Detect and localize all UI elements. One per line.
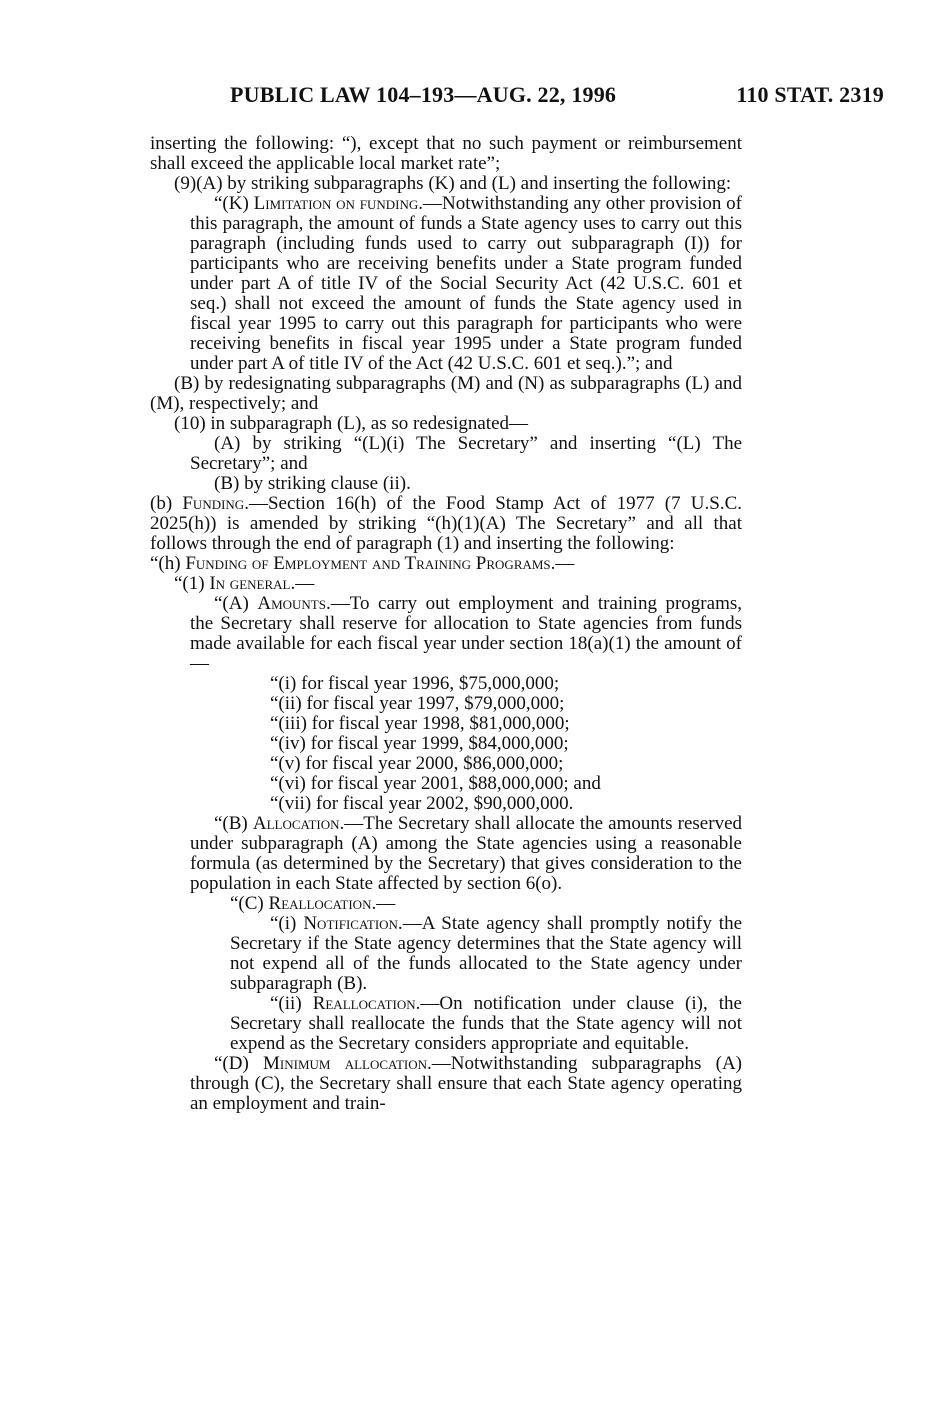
section-text: —The Secretary shall allocate the amounts reserved under subparagraph (A) among the State agencies using a reasonable formula (as determined by the Secretary) that gives consideration to the population in each State affected by section 6(o). bbox=[190, 813, 742, 894]
paragraph: (10) in subparagraph (L), as so redesignated— bbox=[174, 413, 529, 434]
subsection-h-heading bbox=[150, 554, 742, 574]
section-label: “(ii) bbox=[270, 993, 313, 1014]
list-item: “(vii) for fiscal year 2002, $90,000,000. bbox=[270, 793, 574, 814]
subparagraph-b bbox=[150, 814, 742, 894]
list-item: “(v) for fiscal year 2000, $86,000,000; bbox=[270, 753, 564, 774]
paragraph: inserting the following: “), except that no such payment or reimbursement shall exceed the applicable local market rate”; bbox=[150, 133, 742, 174]
page-header bbox=[200, 82, 884, 116]
section-text: —Notwithstanding any other provision of this paragraph, the amount of funds a State agency uses to carry out this paragraph (including funds used to carry out subparagraph (I)) for participants who are receiving benefits under a State program funded under part A of title IV of the Social Security Act (42 U.S.C. 601 et seq.) shall not exceed the amount of funds the State agency used in fiscal year 1995 to carry out this paragraph for participants who were receiving benefits in fiscal year 1995 under a State program funded under part A of title IV of the Act (42 U.S.C. 601 et seq.).”; and bbox=[190, 193, 742, 374]
section-label: “(B) bbox=[214, 813, 253, 834]
section-heading: Funding of Employment and Training Programs. bbox=[185, 553, 556, 574]
clause-i bbox=[150, 914, 742, 994]
paragraph: (A) by striking “(L)(i) The Secretary” and inserting “(L) The Secretary”; and bbox=[190, 433, 742, 474]
section-heading: Amounts. bbox=[257, 593, 331, 614]
section-heading: Notification. bbox=[303, 913, 403, 934]
subparagraph-d bbox=[150, 1054, 742, 1114]
subparagraph-a bbox=[150, 594, 742, 674]
section-label: “(D) bbox=[214, 1053, 264, 1074]
heading-dash: — bbox=[555, 553, 575, 574]
section-label: “(C) bbox=[230, 893, 269, 914]
heading-dash: — bbox=[295, 573, 315, 594]
section-heading: Funding. bbox=[182, 493, 249, 514]
subparagraph-c-heading bbox=[150, 894, 742, 914]
paragraph: (B) by striking clause (ii). bbox=[214, 473, 411, 494]
list-item: “(i) for fiscal year 1996, $75,000,000; bbox=[270, 673, 560, 694]
document-body bbox=[150, 134, 742, 1114]
section-heading: Reallocation. bbox=[312, 993, 421, 1014]
section-label: “(1) bbox=[174, 573, 210, 594]
section-label: “(A) bbox=[214, 593, 258, 614]
section-heading: In general. bbox=[209, 573, 296, 594]
section-label: (b) bbox=[150, 493, 183, 514]
section-heading: Allocation. bbox=[252, 813, 345, 834]
paragraph: (9)(A) by striking subparagraphs (K) and (L) and inserting the following: bbox=[174, 173, 732, 194]
section-text: —A State agency shall promptly notify the Secretary if the State agency determines that the State agency will not expend all of the funds allocated to the State agency under subparagraph (B). bbox=[230, 913, 743, 994]
statute-page-number: 110 STAT. 2319 bbox=[736, 82, 884, 107]
paragraph-1-heading bbox=[150, 574, 742, 594]
list-item: “(vi) for fiscal year 2001, $88,000,000; and bbox=[270, 773, 601, 794]
subparagraph-k bbox=[150, 194, 742, 374]
amounts-list bbox=[150, 674, 742, 814]
law-citation: PUBLIC LAW 104–193—AUG. 22, 1996 bbox=[230, 82, 617, 107]
list-item: “(ii) for fiscal year 1997, $79,000,000; bbox=[270, 693, 565, 714]
section-label: “(h) bbox=[150, 553, 186, 574]
section-text: —Notwithstanding subparagraphs (A) through (C), the Secretary shall ensure that each State agency operating an employment and train- bbox=[190, 1053, 742, 1114]
section-text: —To carry out employment and training programs, the Secretary shall reserve for allocation to State agencies from funds made available for each fiscal year under section 18(a)(1) the amount of— bbox=[190, 593, 742, 674]
section-heading: Minimum allocation. bbox=[263, 1053, 432, 1074]
clause-ii bbox=[150, 994, 742, 1054]
section-label: “(i) bbox=[270, 913, 304, 934]
list-item: “(iii) for fiscal year 1998, $81,000,000; bbox=[270, 713, 570, 734]
list-item: “(iv) for fiscal year 1999, $84,000,000; bbox=[270, 733, 569, 754]
heading-dash: — bbox=[376, 893, 396, 914]
section-heading: “(K) Limitation on funding. bbox=[214, 193, 423, 214]
section-heading: Reallocation. bbox=[268, 893, 377, 914]
paragraph: (B) by redesignating subparagraphs (M) and (N) as subparagraphs (L) and (M), respectively; and bbox=[150, 373, 742, 414]
section-text: —On notification under clause (i), the Secretary shall reallocate the funds that the State agency will not expend as the Secretary considers appropriate and equitable. bbox=[230, 993, 742, 1054]
section-text: —Section 16(h) of the Food Stamp Act of 1977 (7 U.S.C. 2025(h)) is amended by striking “(h)(1)(A) The Secretary” and all that follows through the end of paragraph (1) and inserting the following: bbox=[150, 493, 743, 554]
subsection-b bbox=[150, 494, 742, 554]
